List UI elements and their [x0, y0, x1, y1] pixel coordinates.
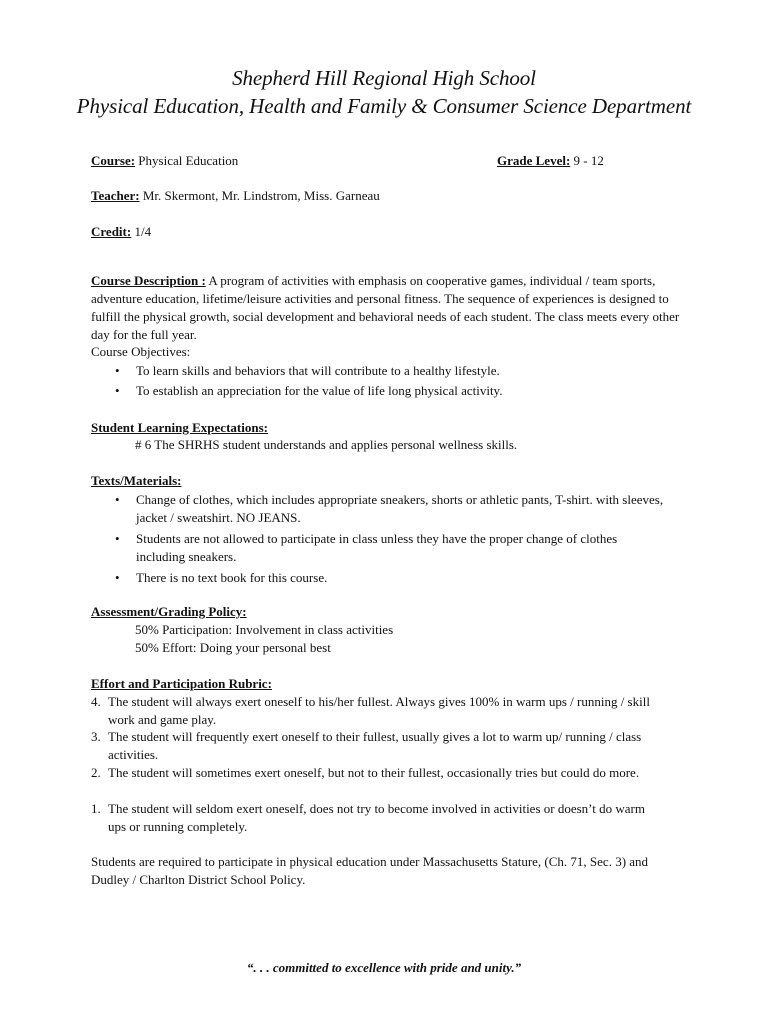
material-text: There is no text book for this course. — [136, 570, 328, 585]
rubric-text: The student will frequently exert oneself to their fullest, usually gives a lot to warm up/ running / class activities. — [108, 729, 642, 762]
bullet-icon: • — [115, 531, 120, 546]
teacher-value: Mr. Skermont, Mr. Lindstrom, Miss. Garneau — [142, 188, 380, 203]
assessment-line: 50% Participation: Involvement in class activities — [135, 622, 394, 637]
assessment-heading — [91, 604, 247, 620]
bullet-icon: • — [115, 492, 120, 507]
description-label: Course Description : — [91, 273, 206, 288]
sle-text: # 6 The SHRHS student understands and applies personal wellness skills. — [135, 437, 518, 452]
assessment-label: Assessment/Grading Policy: — [91, 604, 247, 619]
footer-motto: “. . . committed to excellence with pride and unity.” — [246, 960, 522, 975]
course-label: Course: — [91, 153, 136, 168]
material-text: Students are not allowed to participate in class unless they have the proper change of clothes including sneakers. — [136, 531, 618, 564]
sle-heading — [91, 420, 268, 436]
teacher-row — [91, 188, 380, 204]
material-item — [115, 491, 665, 527]
rubric-text: The student will sometimes exert oneself, but not to their fullest, occasionally tries but could do more. — [108, 765, 640, 780]
objectives-label: Course Objectives: — [91, 344, 191, 359]
bullet-icon: • — [115, 570, 120, 585]
materials-heading — [91, 473, 182, 489]
rubric-item — [91, 728, 661, 764]
description-text: A program of activities with emphasis on cooperative games, individual / team sports, adventure education, lifetime/leisure activities and personal fitness. The sequence of experiences is designed to fulfill the physical growth, social development and behavioral needs of each student. The class meets every other day for the full year. — [91, 273, 680, 342]
course-description — [91, 272, 681, 344]
rubric-number: 4. — [91, 694, 101, 709]
closing-paragraph: Students are required to participate in physical education under Massachusetts Stature, (Ch. 71, Sec. 3) and Dudley / Charlton District School Policy. — [91, 854, 649, 887]
rubric-number: 3. — [91, 729, 101, 744]
credit-label: Credit: — [91, 224, 132, 239]
grade-label: Grade Level: — [497, 153, 571, 168]
rubric-item — [91, 800, 661, 836]
department-title: Physical Education, Health and Family & Consumer Science Department — [76, 94, 692, 118]
grade-row — [497, 153, 604, 169]
bullet-icon: • — [115, 363, 120, 378]
rubric-heading — [91, 676, 272, 692]
rubric-number: 1. — [91, 801, 101, 816]
course-value: Physical Education — [138, 153, 239, 168]
rubric-item — [91, 693, 661, 729]
materials-label: Texts/Materials: — [91, 473, 182, 488]
bullet-icon: • — [115, 383, 120, 398]
school-title: Shepherd Hill Regional High School — [232, 66, 536, 90]
material-item — [115, 530, 665, 566]
credit-value: 1/4 — [134, 224, 152, 239]
grade-value: 9 - 12 — [573, 153, 604, 168]
rubric-number: 2. — [91, 765, 101, 780]
objective-item — [115, 382, 665, 400]
credit-row — [91, 224, 151, 240]
course-row — [91, 153, 238, 169]
sle-label: Student Learning Expectations: — [91, 420, 268, 435]
material-item — [115, 569, 665, 587]
rubric-item — [91, 764, 661, 782]
rubric-text: The student will always exert oneself to his/her fullest. Always gives 100% in warm ups / running / skill work and game play. — [108, 694, 650, 727]
objective-text: To learn skills and behaviors that will contribute to a healthy lifestyle. — [136, 363, 500, 378]
rubric-text: The student will seldom exert oneself, does not try to become involved in activities or doesn’t do warm ups or running completely. — [108, 801, 645, 834]
objective-item — [115, 362, 665, 380]
assessment-line: 50% Effort: Doing your personal best — [135, 640, 331, 655]
teacher-label: Teacher: — [91, 188, 140, 203]
rubric-label: Effort and Participation Rubric: — [91, 676, 272, 691]
material-text: Change of clothes, which includes appropriate sneakers, shorts or athletic pants, T-shirt. with sleeves, jacket / sweatshirt. NO JEANS. — [136, 492, 664, 525]
objective-text: To establish an appreciation for the value of life long physical activity. — [136, 383, 503, 398]
